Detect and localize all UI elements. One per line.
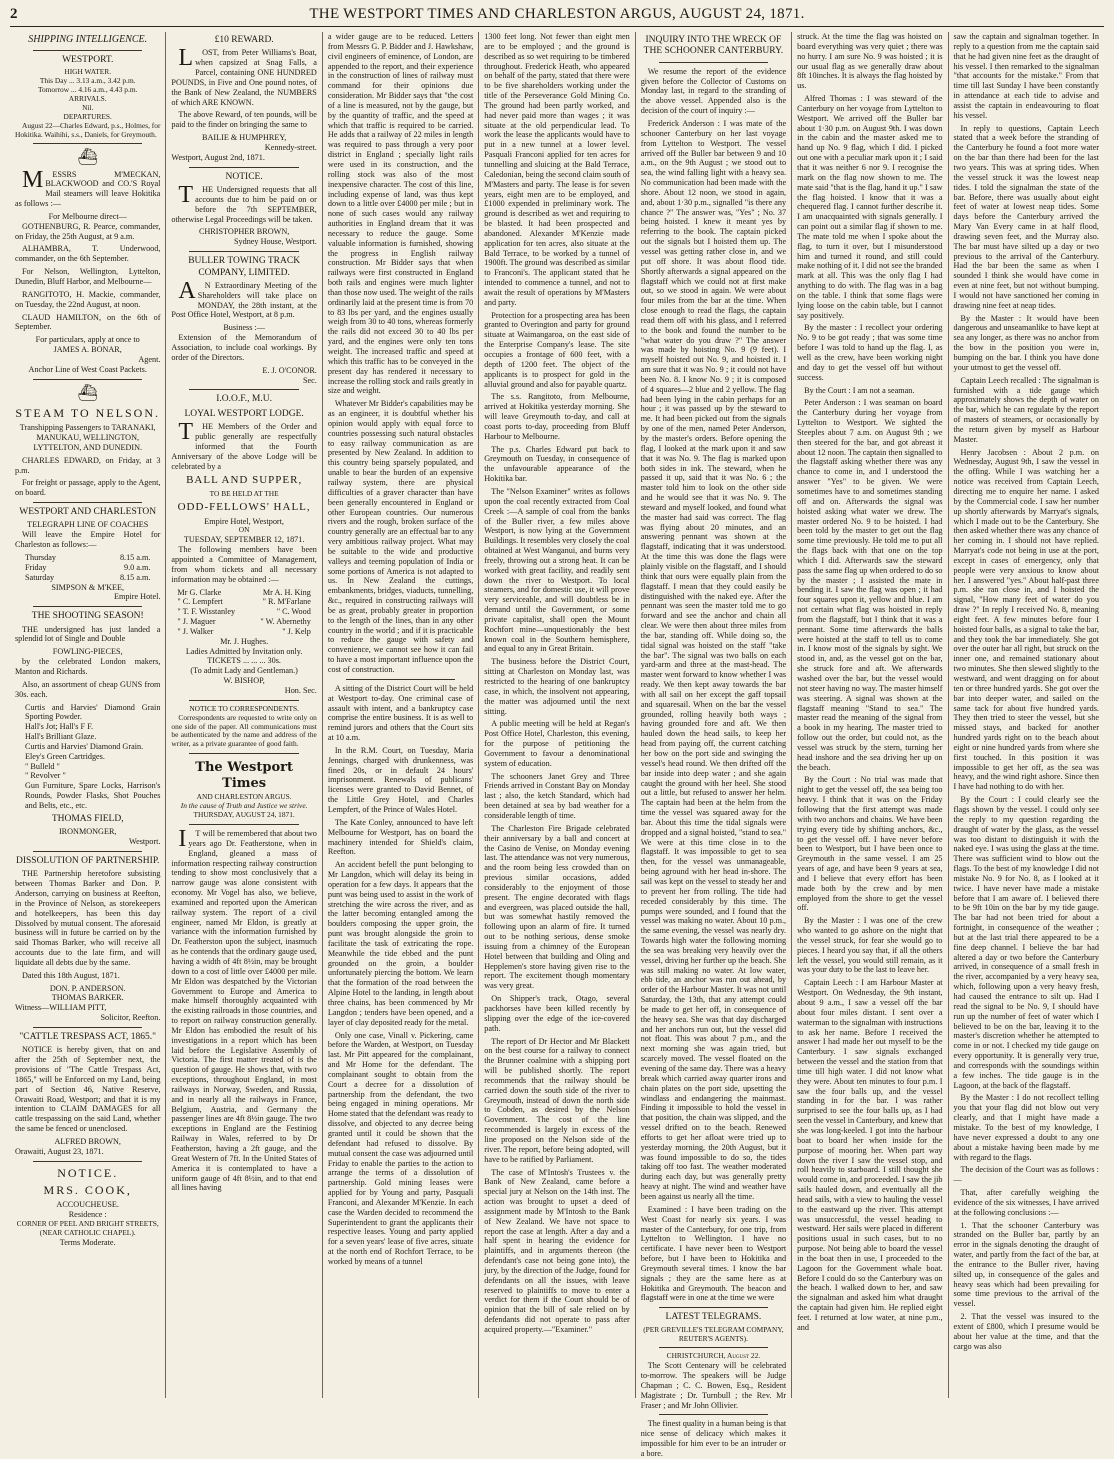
telegram-scott-centenary: The Scott Centenary will be celebrated to-morrow. The speakers will be Judge Chapman ; C. C. Bowen, Esq., Resident Magistrate ; Dr. Turnbull ; the Rev. Mr Fraser ; and Mr John Ollivier. [640, 1361, 787, 1410]
news-rm-court: In the R.M. Court, on Tuesday, Maria Jennings, charged with drunkenness, was fined 20s, or in default 24 hours' imprisonment. Renewals of publicans' licenses were granted to David Bennet, of the Little Grey Hotel, and Charles Lempfert, of the Prince of Wales Hotel. [327, 745, 474, 814]
inquiry-leech-continued: saw the captain and signalman together. In reply to a question from me the captain said that he had given nine feet as the draught of his vessel. I then remarked to the signalman "that accounts for the mistake." From that time till last Sunday I have been constantly in attendance at each tide to advise and assist the captain in endeavouring to float his vessel. [953, 32, 1099, 120]
page-number: 2 [10, 6, 18, 22]
residence-address: CORNER OF PEEL AND BRIGHT STREETS, [16, 1219, 159, 1229]
reward-date: Westport, August 2nd, 1871. [171, 152, 265, 162]
inquiry-title: INQUIRY INTO THE WRECK OF THE SCHOONER CANTERBURY. [643, 35, 784, 57]
shooting-text: THE undersigned has just landed a splendid lot of Single and Double [15, 624, 161, 644]
news-warden-court: Only one case, Vinall v. Pickering, came before the Warden, at Westport, on Tuesday last. Mr Pitt appeared for the complainant, and Mr Home for the defendant. The complainant sought to obtain from the Court a decree for a dissolution of partnership from the defendant, the two being engaged in mining operations. Mr Home stated that the defendant was ready to dissolve, and objected to any decree being granted until it could be shown that the defendant had refused to dissolve. By mutual consent the case was adjourned until Friday to enable the parties to the action to arrange the terms of a dissolution of partnership. Gold mining leases were applied for by Young and party, Pasquali Franconi, and Alexander M'Kenzie. In each case the Warden decided to recommend the Superintendent to grant the applicants their respective leases. Young and party applied for a seven years' lease of five acres, situate at the north end of Rochfort Terrace, to be worked by means of a tunnel [327, 1030, 474, 1266]
melbourne-direct: For Melbourne direct— [48, 211, 127, 221]
inquiry-intro: We resume the report of the evidence given before the Collector of Customs on Monday last, in regard to the stranding of the above vessel. Appended also is the decision of the court of inquiry :— [640, 66, 787, 116]
dissolution-text: THE Partnership heretofore subsisting between Thomas Barker and Don. P. Anderson, carrying on business at Reefton, in the Province of Nelson, as storekeepers and hotelkeepers, has been this day Dissolved by mutual consent. The aforesaid business will in future be carried on by the said Thomas Barker, who will receive all accounts due to the late firm, and will liquidate all debts due by the same. [15, 869, 161, 967]
tickets-admit: (To admit Lady and Gentleman.) [190, 666, 298, 676]
inquiry-by-court: By the Court : I am not a seaman. [804, 385, 915, 395]
departures-heading: DEPARTURES. [63, 111, 112, 121]
news-charleston-court: The business before the District Court, sitting at Charleston on Monday last, was restricted to the hearing of one bankruptcy case, in which, the insolvent not appearing, the matter was adjourned until the next sitting. [484, 657, 630, 716]
list-item: Curtis and Harvies' Diamond Grain. [25, 741, 144, 751]
shooting-text-2: by the celebrated London makers, Manton and Richards. [15, 657, 161, 676]
particulars-note: For particulars, apply at once to [35, 335, 140, 345]
steamship-icon-2: ⛴ [77, 384, 98, 402]
column-7 [949, 32, 1104, 1398]
gothenburg-sailing: GOTHENBURG, R. Pearce, commander, on Friday, the 25th August, at 9 a.m. [15, 221, 161, 241]
alfred-brown-sig: ALFRED BROWN, [54, 1136, 121, 1146]
reward-signature-2: Kennedy-street. [264, 142, 317, 152]
cattle-trespass-title: "CATTLE TRESPASS ACT, 1865." [19, 1031, 157, 1042]
editorial-railway-gauge: IT will be remembered that about two years ago Dr. Featherstone, when in England, gleaned a mass of information respecting railway construction tending to show most conclusively that a narrow gauge was alone consistent with economy. Mr Vogel has also, we believe, examined and reported upon the American railway system. The report of a civil engineer, named Mr Eldon, is greatly at variance with the information furnished by Dr. Featherston upon the subject, inasmuch as he contends that the ordinary gauge used, having a width of 4ft 8½in, may be brought down to a cost of little over £4000 per mile. Mr Eldon was despatched by the Victorian Government to Europe and America to make himself thoroughly acquainted with the existing railroads in those countries, and to report on railway construction generally. Mr Eldon has embodied the result of his investigations in a report which has been laid before the Legislative Assembly of Victoria. The first matter treated of is the question of gauge. He shows that, with two exceptions, throughout England, in most railways in Norway, Sweden, and Russia, and in nearly all the railways in France, Belgium, Austria, and Germany the passenger lines are 4ft 8½in gauge. The two exceptions in England are the Festiniog Railway in Wales, referred to by Dr Featherston, having a 2ft gauge, and the Great Western of 7ft. In the United States of America it is contemplated to have a uniform gauge of 4ft 8½in, and to that end all lines having [171, 826, 317, 1193]
ladies-note: Ladies Admitted by Invitation only. [185, 646, 303, 656]
coach-advert-text: Will leave the Empire Hotel for Charleston as follows:— [15, 530, 161, 550]
oddfellows-hall: ODD-FELLOWS' HALL, [177, 501, 311, 514]
freight-note: For freight or passage, apply to the Agent, on board. [15, 478, 161, 498]
residence-label: Residence : [68, 1210, 107, 1220]
inquiry-by-master-3: By the Master : It would have been dangerous and unseamanlike to have kept at sea any longer, as there was no anchor from the bow in the position you were in, bumping on the bar. I think you have done your utmost to get the vessel off. [953, 313, 1099, 372]
list-item: " Revolver " [25, 771, 66, 781]
inquiry-decision-text: That, after carefully weighing the evidence of the six witnesses, I have arrived at the following conclusions :— [953, 1188, 1099, 1217]
news-fire-brigade: The Charleston Fire Brigade celebrated their anniversary by a ball and concert at the Casino de Venise, on Monday evening last. The attendance was not very numerous, and the room being less crowded than on previous similar occasions, added considerably to the enjoyment of those present. The engine decorated with flags and evergreen, was placed outside the hall, but was somewhat hastily removed the following upon an alarm of fire. It turned out to be nothing serious, dense smoke issuing from a chimney of the European Hotel between that building and Oling and Hepplemen's store having given rise to the report. The excitement though momentary was very great. [484, 823, 630, 991]
news-mintosh-case: The case of M'Intosh's Trustees v. the Bank of New Zealand, came before a special jury at Nelson on the 14th inst. The action was brought to upset a deed of assignment made by M'Intosh to the Bank of New Zealand. We have not space to report the case at length. After a day and a half spent in hearing the evidence for plaintiffs, and in arguments thereon (the defendant's case not being gone into), the jury, by the direction of the Judge, found for defendants on all the issues, with leave reserved to plaintiffs to move to enter a verdict for them if the Court should be of opinion that the bill of sale relied on by defendants did not operate to pass after acquired property.—"Examiner." [484, 1167, 630, 1334]
inquiry-finding-2: 2. That the vessel was insured to the extent of £800, which I presume would be about her value at the time, and that the cargo was also [953, 1312, 1099, 1351]
list-item: Hall's Brilliant Glaze. [25, 732, 97, 742]
mrs-cook-name: MRS. COOK, [43, 1183, 132, 1197]
notice-text: THE Undersigned requests that all accounts due to him be paid on or before the 7th SEPTEMBER, otherwise Legal Proceedings will be taken. [171, 182, 317, 224]
terms-note: Terms Moderate. [59, 1237, 116, 1247]
member-row: " J. Maguer " W. Abernethy [177, 617, 311, 627]
news-railway-report: The report of Dr Hector and Mr Blackett on the best course for a railway to connect the Brunner coalmine with a shipping port will be published shortly. The report recommends that the railway should be carried down the south side of the river to Greymouth, instead of down the north side to Cobden, as desired by the Nelson Government. The cost of the line recommended is largely in excess of the line proposed on the Nelson side of the river. The report, before being adopted, will have to be ratified by Parliament. [484, 1036, 630, 1164]
news-prospecting-area: Protection for a prospecting area has been granted to Overington and party for ground situate at Waimangaroa, on the east side of the Enterprise Company's lease. The site occupies a frontage of 600 feet, with a depth of 1200 feet. The object of the applicants is to prospect for gold in the alluvial ground and also for payable quartz. [484, 310, 630, 389]
coach-advert-sub: TELEGRAPH LINE OF COACHES [27, 520, 149, 530]
list-item: Hall's Jot; Hall's F F. [25, 722, 94, 732]
editorial-flag: The Westport Times [195, 760, 293, 791]
ball-date: TUESDAY, SEPTEMBER 12, 1871. [183, 535, 305, 545]
oddfellows-hall-2: Empire Hotel, Westport, [204, 516, 284, 526]
alhambra-sailing: ALHAMBRA, T. Underwood, commander, on the 6th September. [15, 244, 161, 264]
column-1 [10, 32, 166, 1398]
editorial-flag-sub: AND CHARLESTON ARGUS. [196, 792, 292, 802]
cattle-trespass-text: NOTICE is hereby given, that on and after the 25th of September next, the provisions of "The Cattle Trespass Act, 1865," will be Enforced on my Land, being part of Section 46, Native Reserve, Orawaiti Road, Westport; and that it is my intention to CLAIM DAMAGES for all cattle trespassing on the said Land, whether the same be fenced or unenclosed. [15, 1045, 161, 1134]
reward-title: £10 REWARD. [214, 35, 274, 45]
agent-title: Agent. [138, 354, 161, 364]
column-5 [636, 32, 792, 1459]
steam-to-nelson-title: STEAM TO NELSON. [15, 405, 160, 420]
list-item: Curtis and Harvies' Diamond Grain Sporting Powder. [25, 702, 161, 722]
port-heading: WESTPORT. [62, 55, 114, 65]
christopher-brown-sig: CHRISTOPHER BROWN, [198, 227, 290, 237]
list-item: " Bulleld " [25, 761, 60, 771]
inquiry-by-master-4: By the Master : I do not recollect telling you that your flag did not blow out very clearly, and that I might have made a mistake. To the best of my knowledge, I have never expressed a doubt to any one about a mistake having been made by me with regard to the flags. [953, 1093, 1099, 1162]
high-water-heading: HIGH WATER. [64, 67, 112, 77]
dissolution-title: DISSOLUTION OF PARTNERSHIP. [15, 855, 160, 866]
on-label: ON [238, 525, 250, 535]
buller-towing-sig: E. J. O'CONOR. [262, 365, 317, 375]
powder-list [25, 703, 160, 811]
inquiry-decision-intro: The decision of the Court was as follows :— [953, 1165, 1099, 1185]
column-3 [323, 32, 479, 1398]
fowling-pieces: FOWLING-PIECES, [52, 647, 123, 657]
inquiry-by-court-3: By the Court : I could clearly see the flags shown by the vessel. I could only see the reply to my question regarding the draught of water by the glass, as the vessel was too distant to distinguish it with the naked eye. I was using the glass at the time. There was sufficient wind to blow out the flags. To the best of my knowledge I did not mistake No. 9 for No. 8, as I looked at it twice. I have never have made a mistake before that I am aware of. I believed there to be 9ft 10in on the bar by my tide gauge. The bar had not been tried for about a fortnight, in consequence of the weather ; but at the last trial there appeared to be a fine deep channel. I believe the bar had altered a day or two before the Canterbury arrived, in consequence of a small fresh in the river, accompanied by a very heavy sea, which, following upon a very heavy fresh, had caused the entrance to silt up. Had I read the signal to be No. 9, I should have run up the number of feet of water which I believed to be on the bar, leaving it to the master's discretion whether he attempted to come in or not. I checked my tide gauge on every opportunity. It is generally very true, and corresponds with the soundings within a few inches. The tide gauge is in the Lagoon, at the back of the flagstaff. [953, 795, 1099, 1090]
coach-signature: SIMPSON & M'KEE, [51, 582, 125, 592]
inquiry-by-master: By the master : I recollect your ordering No. 9 to be got ready ; that was some time before I was told to hand up the flag. I, as well as the crew, have been working night and day to get the vessel off but without success. [797, 323, 943, 382]
timetable-row: Saturday 8.15 a.m. [25, 572, 151, 582]
coach-advert-title: WESTPORT AND CHARLESTON [19, 507, 157, 518]
business-label: Business :— [223, 323, 265, 333]
lodge-text: THE Members of the Order and public generally are respectfully informed that the Fourth Anniversary of the above Lodge will be celebrated by a [171, 419, 317, 471]
business-text: Extension of the Memorandum of Association, to include coal workings. By order of the Directors. [171, 333, 317, 362]
inquiry-finding-1: 1. That the schooner Canterbury was stranded on the Buller bar, partly by an error in the signals denoting the draught of water, and partly from the fact of the bar, at the entrance to the Buller river, having silted up, in consequence of the gales and heavy seas which had been prevailing for some time previous to the arrival of the vessel. [953, 1220, 1099, 1309]
bishop-sig-2: Hon. Sec. [284, 685, 317, 695]
column-2 [166, 32, 322, 1398]
news-warden-continued: 1300 feet long. Not fewer than eight men are to be employed ; and the ground is described as so wet requiring to be timbered throughout. Frederick Heath, who appeared on behalf of the party, stated that there were to be five shareholders working under the title of the Perseverance Gold Mining Co. The ground had been partly worked, and had never paid more than wages ; it was situate at the old perpendicular lead. To work the lease the applicants would have to put in a new tunnel at a lower level. Pasquali Franconi applied for ten acres for tunnelling and sluicing at the Bald Terrace, Caledonian, being the second claim south of M'Masters and party. The lease is for seven years, eight men are to be employed, and £1000 expended in preliminary work. The ground is described as wet and requiring to be blasted. It had been prospected and abandoned. Alexander M'Kenzie made application for ten acres, also situate at the Bald Terrace, to be worked by a tunnel of 1900ft. The ground was described as similar to Franconi's. The applicant stated that he intended to commence a tunnel, and not to await the result of operations by M'Masters and party. [484, 32, 630, 307]
telegrams-title: LATEST TELEGRAMS. [665, 1312, 762, 1323]
editorial-date: THURSDAY, AUGUST 24, 1871. [193, 810, 295, 820]
news-shippers-track: On Shipper's track, Otago, several packhorses have been killed recently by slipping over the edge of the ice-covered path. [484, 994, 630, 1033]
dissolution-sig-1: DON. P. ANDERSON. [49, 983, 126, 993]
news-charles-edward: The p.s. Charles Edward put back to Greymouth on Tuesday, in consequence of the unfavourable appearance of the Hokitika bar. [484, 444, 630, 484]
inquiry-anderson-evidence: Frederick Anderson : I was mate of the schooner Canterbury on her last voyage from Lyttelton to Westport. The vessel arrived off the Buller bar between 9 and 10 a.m., on the 9th August ; we stood out to sea, the wind falling light with a heavy sea. No communication had been made with the shore. About 12 noon, we stood in again, and, about 1·30 p.m., signalled "is there any chance ?" The answer was, "Yes" ; No. 37 being hoisted. I knew it meant yes by referring to the book. The captain picked out the signals but I hoisted them up. The vessel was getting rather close in, and we put off shore. It was about flood tide. Shortly afterwards a signal appeared on the flagstaff which we could not at first make out, so we stood in again. We were about four miles from the bar at the time. When close enough to read the flags, the captain read them off with his glass, and I referred to the book and found the number to be "what water do you draw ?" The answer was made by hoisting No. 9 (9 feet). I myself hoisted out No. 9, and hoisted it. I am sure that it was No. 9 ; it could not have been No. 8. I know No. 9 ; it is composed of 4 squares—2 blue and 2 yellow. The flag had been lying in the cabin perhaps for an hour ; it was passed up by the steward to me. It had been picked out from the signals by one of the men, named Peter Anderson, by the master's orders. Before opening the flag, I looked at the mark upon it and saw that it was No. 9. The flag is marked upon both sides in ink. The steward, when he passed it up, said that it was No. 6 ; the master told him to look on the other side and he would see that it was No. 9. The steward and myself looked, and found what the master had said was correct. The flag was flying about 20 minutes, and an answering pennant was shown at the flagstaff, indicating that it was understood. At the time this was done the flags were plainly visible on the flagstaff, and I should think that ours were equally plain from the flagstaff. I mean that they could easily be distinguished with the naked eye. After the pennant was seen the master told me to go forward and see the anchor and chain all clear. We were then about three miles from the bar, standing off. While doing so, the tidal signal was hoisted on the staff "take the bar". The signal was two balls on each yard-arm and three at the mast-head. The master went forward to know whether I was ready. We then kept away towards the bar with all sail on her except the gaff topsail and squaresail. When on the bar the vessel grounded, rolling heavily both ways ; having grounded fore and aft. We then hauled down the head sails, to keep her head from paying off, the current catching her bow on the port side and swinging the vessel's head round. We then drifted off the bar inside into deep water ; and she again caught the ground with her heel. She stood out a little, but refused to answer her helm. The captain had been at the helm from the time the vessel was squared away for the bar. About this time the tidal signals were dropped and a signal hoisted, "stand to sea." We were at this time close in to the flagstaff. It was impossible to get to sea then, for the vessel was unmanageable, being aground with her head in-shore. The sail was kept on the vessel to steady her and to prevent her from rolling. The tide had receded considerably by this time. The pumps were sounded, and I found that the vessel was making no water. About 10 p.m., the same evening, the vessel was nearly dry. Towards high water the following morning the sea was breaking very heavily over the vessel, driving her further up the beach. She was still making no water. At low water, ebb tide, an anchor was run out ahead, by order of the Harbour Master. It was not until Saturday, the 13th, that any attempt could be made to get her off, in consequence of the heavy sea. She was that day discharged and her anchors run out, but the vessel did not float. This was about 7 p.m., and the next morning she was again tried, but scarcely moved. The vessel floated on the evening of the same day. There was a heavy break which carried away quarter irons and chain plates on the port side, upsetting the windlass and endangering the mainmast. Finding it impossible to hold the vessel in that position, the chain was slipped, and the vessel drifted on to the beach. Renewed efforts to get her afloat were tried up to yesterday morning, the 20th August, but it was found impossible to do so, the tides taking off too fast. The weather moderated during each day, but was generally pretty heavy at night. The wind and weather have been against us nearly all the time. [640, 119, 787, 1201]
dissolution-witness-2: Solicitor, Reefton. [100, 1013, 161, 1023]
high-water-line-2: Tomorrow ... 4.16 a.m., 4.43 p.m. [37, 85, 138, 95]
shooting-text-3: Also, an assortment of cheap GUNS from 30s. each. [15, 679, 161, 699]
inquiry-thomas-evidence: Alfred Thomas : I was steward of the Canterbury on her voyage from Lyttelton to Westport. We arrived off the Buller bar about 1·30 p.m. on August 9th. I was down in the cabin and the master asked me to hand up No. 9 flag, which I did. I picked out one with a peculiar mark upon it ; I said that it was neither 6 nor 9. I recognise the mark on the flag now shown to me. The mate said "that is the flag, hand it up." I saw the flag hoisted. I know that it was a chequered flag. I cannot further describe it. I am unacquainted with signals generally. I can point out a similar flag if shown to me. The mate told me when I spoke about the flag, to turn it over, but I misunderstood him and turned it round, and still could make nothing of it. I did not see the branded mark at all. This was the only flag I had anything to do with. The flag was in a bag on the table. I think that some flags were lying loose on the cabin table, but I cannot say positively. [797, 94, 943, 320]
reward-text-2: The above Reward, of ten pounds, will be paid to the finder on bringing the same to [171, 110, 317, 130]
inquiry-by-court-2: By the Court : No trial was made that night to get the vessel off, the sea being too heavy. I think that it was on the Friday following that the first attempt was made with two anchors and chains. We have been trying every tide by shifting anchors, &c., to get the vessel off. I have never before been to Westport, but I have been once to Greymouth in the same vessel. I am 25 years of age, and have been 9 years at sea, and I believe that every effort has been made both by the crew and by men employed from the shore to get the vessel off. [797, 775, 943, 913]
editorial-para-2: Whatever Mr Bidder's capabilities may be as an engineer, it is doubtful whether his opinion would apply with equal force to countries possessing such natural obstacles to easy railway communication as are presented by New Zealand. In addition to this country being sparsely populated, and unable to bear the burden of an expensive railway system, there are physical difficulties of a graver character than have been generally encountered in England or other European countries. Our numerous rivers and the rough, broken surface of the country generally are an effectual bar to any very ambitious railway project. What may be suitable to the wide and productive valleys and teeming population of India or some portions of America is not adapted to us. In New Zealand the cuttings, embankments, bridges, viaducts, tunnelling, &c., required in constructing railways will be as great, probably greater in proportion to the length of the lines, than in any other country in the world ; and if it is practicable to reduce the gauge with safety and convenience, we cannot see how it can fail to have a most important influence upon the cost of construction. [327, 399, 474, 674]
inquiry-captain-leech: Captain Leech : I am Harbour Master at Westport. On Wednesday, the 9th instant, about 9 a.m., I saw a vessel off the bar about four miles distant. I sent over a waterman to the signalman with instructions to ask her name. Before I received the answer I had made her out myself to be the Canterbury. I saw signals exchanged between the vessel and the station from that time till high water. I did not know what they were. About ten minutes to four p.m. I saw the four balls up, and the vessel standing in for the bar. I was rather surprised to see the four balls up, as I had seen the vessel in Canterbury, and knew that she was long-keeled. I got into the harbour boat to board her when inside for the purpose of mooring her. When part way down the river I saw the vessel stop, and roll heavily to starboard. I still thought she would come in, and proceeded. I saw the jib sails hauled down, and eventually all the head sails, with a view to hauling the vessel to the eastward up the river. This attempt was unsuccessful, the vessel heading to westward. Her sails were placed in different positions usual in such cases, but to no purpose. Not being able to board the vessel in the boat then in use, I proceeded to the Lagoon for the Government whale boat. Before I could do so the Canterbury was on the beach. I walked down to her, and saw the signalman and asked him what draught the captain had given him. He replied eight feet. I returned at low water, at nine p.m., and [797, 978, 943, 1332]
masthead [10, 6, 1104, 27]
news-schooners: The schooners Janet Grey and Three Friends arrived in Constant Bay on Monday last ; also, the ketch Standard, which had been detained at sea by bad weather for a considerable length of time. [484, 771, 630, 820]
mmeckan-advert: MESSRS M'MECKAN, BLACKWOOD and CO.'S Royal Mail steamers will leave Hokitika as follows :— [15, 166, 161, 209]
anchor-line: Anchor Line of West Coast Packets. [28, 364, 147, 374]
notice-title: NOTICE. [57, 1165, 119, 1180]
buller-towing-sig-2: Sec. [302, 375, 317, 385]
editorial-motto: In the cause of Truth and Justice we strive. [180, 801, 308, 811]
member-row: " J. Walker " J. Kelp [177, 626, 311, 636]
reward-text: LOST, from Peter Williams's Boat, when capsized at Snag Falls, a Parcel, containing ONE HUNDRED POUNDS, in Five and One pound notes, of the Bank of New Zealand, the NUMBERS of which ARE KNOWN. [171, 45, 317, 107]
filler-delicacy: The finest quality in a human being is that nice sense of delicacy which makes it impossible for him ever to be an intruder or a bore. [640, 1419, 787, 1459]
news-public-meeting: A public meeting will be held at Regan's Post Office Hotel, Charleston, this evening, for the purpose of petitioning the Government to favour a denominational system of education. [484, 719, 630, 768]
inquiry-examined: Examined : I have been trading on the West Coast for nearly six years. I was master of the Canterbury, for one trip, from Lyttelton to Wellington. I have no certificate. I have never been to Westport before, but I have been to Hokitika and Greymouth several times. I know the bar signals ; they are the same here as at Hokitika and Greymouth. The beacon and flagstaff were in one at the time we were [640, 1204, 787, 1303]
news-district-court: A sitting of the District Court will be held at Westport to-day. One criminal case of assault with intent, and a bankruptcy case comprise the entire business. It is as well to remind jurors and others that the Court sits at 10 a.m. [327, 683, 474, 743]
inquiry-leech-questions: In reply to questions, Captain Leech stated that a week before the stranding of the Canterbury he found a foot more water on the bar than there had been for the last two years. This was at spring tides. When the vessel struck it was the lowest neap tides. I told the signalman the state of the bar. Before, there was usually about eight feet of water at lowest neap tides. Some days before the Canterbury arrived the Mary Van Every came in at half flood, drawing seven feet, and the Murray also. The bar must have silted up a day or two previous to the arrival of the Canterbury. Had the bar been the same as when I sounded I think she would have come in even at nine feet, but not without bumping. I would not have sanctioned her coming in drawing nine feet at neap tides. [953, 123, 1099, 310]
ball-and-supper: BALL AND SUPPER, [186, 474, 303, 487]
inquiry-continued: struck. At the time the flag was hoisted on board everything was very quiet ; there was no hurry. I am sure No. 9 was hoisted ; it is our usual flag as we generally draw about 8ft 10inches. It is always the flag hoisted by us. [797, 32, 943, 91]
thomas-field-place: Westport. [129, 837, 161, 847]
thomas-field-name: THOMAS FIELD, [51, 813, 124, 824]
page-columns [10, 32, 1104, 1459]
claud-hamilton-sailing: CLAUD HAMILTON, on the 6th of September. [15, 312, 161, 332]
departures-text: August 22—Charles Edward, p.s., Holmes, for Hokitika. Waihihi, s.s., Daniels, for Greymouth. [15, 120, 161, 139]
dissolution-witness: Witness—WILLIAM PITT, [15, 1003, 107, 1013]
timetable-row: Friday 9.0 a.m. [25, 562, 151, 572]
member-last: Mr. J. Hughes. [220, 636, 269, 646]
accoucheuse-title: ACCOUCHEUSE. [56, 1200, 119, 1210]
tickets-price: TICKETS ... ... ... 30s. [207, 656, 281, 666]
agent-name: JAMES A. BONAR, [53, 345, 122, 355]
list-item: Gun Furniture, Spare Locks, Harrison's Rounds, Powder Flasks, Shot Pouches and Belts, etc., etc. [25, 781, 161, 810]
arrivals-text: Nil. [82, 102, 94, 112]
timetable-row: Thursday 8.15 a.m. [25, 553, 151, 563]
charles-edward-sailing: CHARLES EDWARD, on Friday, at 3 p.m. [15, 455, 161, 475]
member-row: " T. F. Wisstanley " C. Wood [177, 607, 311, 617]
buller-towing-text: AN Extraordinary Meeting of the Shareholders will take place on MONDAY, the 28th instant, at the Post Office Hotel, Westport, at 8 p.m. [171, 277, 317, 320]
member-row: Mr G. Clarke Mr A. H. King [177, 587, 311, 597]
dissolution-date: Dated this 18th August, 1871. [22, 970, 120, 980]
arrivals-heading: ARRIVALS. [68, 94, 107, 104]
to-be-held: TO BE HELD AT THE [209, 488, 279, 498]
rangitoto-sailing: RANGITOTO, H. Mackie, commander, on Tuesday, the 22nd August, at noon. [15, 289, 161, 309]
inquiry-peter-anderson: Peter Anderson : I was seaman on board the Canterbury during her voyage from Lyttelton to Westport. We sighted the Steeples about 7 a.m. on August 9th ; we then steered for the bar, and got abreast it about 12 noon. The captain then signalled to the flagstaff asking whether there was any chance to come in, and I understood the answer "Yes" to be given. We were sometimes have to and sometimes standing off and on. Afterwards the signal was hoisted asking what water we drew. The master ordered No. 9 to be hoisted. I had been told by the master to get out the flag some time previously. He told me to put all the flags back with that one on the top which I did. Afterwards saw the steward pass the same flag up when ordered to do so by the master ; I assisted the mate in bending it. I saw the flag was open ; it had four squares upon it, yellow and blue. I am not certain what flag was hoisted in reply from the flagstaff, but I think that it was a pennant. Some time afterwards the balls were hoisted at the staff to tell us to come in. I know most of the signals by sight. We stood in, and, as the vessel got on the bar, she struck fore and aft. We afterwards washed over the bar, but the vessel would not steer having no way. The master himself was steering. A signal was shown at the flagstaff meaning "Stand to sea." The master read the meaning of the signal from a book in my hearing. The master tried to follow out the order, but could not, as the vessel was struck by the stern, turning her head inshore and the sea driving her up on the beach. [797, 398, 943, 772]
ironmonger-title: IRONMONGER, [58, 827, 117, 837]
steam-nelson-text: Transhipping Passengers to TARANAKI, MANUKAU, WELLINGTON, LYTTELTON, AND DUNEDIN. [19, 423, 156, 452]
shooting-season-title: THE SHOOTING SEASON! [31, 611, 144, 622]
coach-signature-place: Empire Hotel. [114, 592, 161, 602]
inquiry-leech-recalled: Captain Leech recalled : The signalman is furnished with a tide gauge which approximately shows the depth of water on the bar, which he can regulate by the report of masters of steamers, or occasionally by the return given by myself as Harbour Master. [953, 375, 1099, 444]
column-6 [792, 32, 948, 1398]
member-row: " C. Lempfert " R. M'Farlane [177, 597, 311, 607]
nelson-route: For Nelson, Wellington, Lyttelton, Dunedin, Bluff Harbor, and Melbourne— [15, 267, 161, 287]
telegrams-source: (PER GREVILLE'S TELEGRAM COMPANY, REUTER'S AGENTS). [643, 1324, 784, 1343]
high-water-line-1: This Day ... 3.13 a.m., 3.42 p.m. [39, 76, 136, 86]
ioof-title: I.O.O.F., M.U. [216, 394, 272, 405]
coach-timetable [15, 553, 160, 583]
newspaper-masthead-title: THE WESTPORT TIMES AND CHARLESTON ARGUS, AUGUST 24, 1871. [309, 6, 805, 22]
shipping-heading: SHIPPING INTELLIGENCE. [28, 34, 148, 45]
correspondents-text: Correspondents are requested to write only on one side of the paper. All communications must be authenticated by the name and address of the writer, as a private guarantee of good faith. [171, 712, 317, 749]
notice-heading: NOTICE. [225, 171, 263, 182]
dissolution-sig-2: THOMAS BARKER. [51, 993, 124, 1003]
steamship-icon: ⛴ [77, 149, 98, 167]
committee-text: The following members have been appointed a Committee of Management, from whom tickets and all necessary information may be obtained :— [171, 545, 317, 584]
inquiry-jacobsen: Henry Jacobsen : About 2 p.m. on Wednesday, August 9th, I saw the vessel in the offing. While I was watching her a notice was received from Captain Leech, directing me to enquire her name. I asked by the Commercial code. I saw her number up shortly afterwards by Marryat's signals, which I made out to be the Canterbury. She then asked whether there was any chance of her coming in. I should not have replied. Marryat's code not being in use at the port, except in cases of emergency, only that people were very anxious to know about her. I answered "yes." About half-past three p.m. she ran close in, and I hoisted the signal, "How many feet of water do you draw ?" In reply I received No. 8, meaning eight feet. A few minutes before four I hoisted four balls, as a signal to take the bar, and they took the bar immediately. She got over the outer bar all right, but struck on the inner one, and remained stationary about two minutes. She then slewed slightly to the westward, and went dragging on for about ten or three hundred yards. She got over the bar into deeper water, and sailed on the same tack for about five hundred yards. They then tried to steer the vessel, but she missed stays, and backed for another hundred yards right on to the beach about eight or nine hundred yards from where she first touched. In this position it was impossible to get her off, as the sea was heavy, and the wind right ashore. Since then I have had nothing to do with her. [953, 447, 1099, 792]
reward-signature: BAILIE & HUMPHREY, [202, 133, 287, 143]
christopher-brown-place: Sydney House, Westport. [233, 237, 317, 247]
buller-towing-title: BULLER TOWING TRACK COMPANY, LIMITED. [188, 256, 301, 278]
news-kate-conley: The Kate Conley, announced to have left Melbourne for Westport, has on board the machinery intended for Shield's claim, Reefton. [327, 817, 474, 857]
committee-members [171, 588, 316, 647]
news-punt-accident: An accident befell the punt belonging to Mr Langdon, which will delay its being in operation for a few days. It appears that the punt was being used to assist in the work of stretching the wire across the river, and as the latter becoming entangled among the boulders composing the upper groin, the punt was brought alongside the groin to facilitate the task of extricating the rope. Meanwhile the tide ebbed and the punt grounded on the groin, a boulder unfortunately piercing the bottom. We learn that the formation of the road between the Alpine Hotel to the landing, in length about three chains, has been commenced by Mr Langdon ; tenders have been opened, and a layer of clay deposited ready for the metal. [327, 860, 474, 1027]
list-item: Eley's Green Cartridges. [25, 751, 105, 761]
correspondents-title: NOTICE TO CORRESPONDENTS. [189, 703, 299, 713]
residence-address-2: (NEAR CATHOLIC CHAPEL). [39, 1227, 136, 1237]
news-coal-creek: The "Nelson Examiner" writes as follows upon the coal recently extracted from Coal Creek :—A sample of coal from the banks of the Buller river, a few miles above Westport, is now lying at the Government Buildings. It resembles very closely the coal obtained at West Wanganui, and burns very freely, throwing out a strong heat. It can be worked with great facility, and readily sent down the river to Westport. To local steamers, and for domestic use, it will prove very serviceable, and will doubtless be in demand until the Government, or some private capitalist, shall open the Mount Rochfort mine—unquestionably the best known coal in the Southern hemisphere, and equal to any in Great Britain. [484, 486, 630, 654]
lodge-title: LOYAL WESTPORT LODGE. [184, 408, 304, 419]
editorial-continued: a wider gauge are to be reduced. Letters from Messrs G. P. Bidder and J. Hawkshaw, civil engineers of eminence, of London, are appended to the report, and their experience in the construction of lines of railway must command for their opinions due consideration. Mr Bidder says that "the cost of a line is measured, not by the gauge, but by the quantity of traffic, and the speed at which that traffic is required to be carried. He adds that a railway of 22 miles in length was required to pass through a very poor district in England ; specially light rails were used in its construction, and the rolling stock was also of the most inexpensive character. The cost of this line, including expense of land, was thus kept down to a little over £4000 per mile ; but in none of such cases would any railway authorities in England dream that it was necessary to reduce the gauge. Some valuable information is furnished, showing the progress in English railway construction. Mr Bidder says that when railways were first constructed in England both rails and engines were much lighter than those now used. The weight of the rails ordinarily laid at the present time is from 70 to 83 lbs per yard, and the engines usually weigh from 30 to 40 tons, whereas formerly the rails did not exceed 30 to 40 lbs per yard, and the engines were only ten tons weight. The increased traffic and speed at which this traffic has to be conveyed in the present day has rendered it necessary to increase the rolling stock and rails greatly in size and weight. [327, 32, 474, 396]
telegram-place: CHRISTCHURCH, August 22. [666, 1351, 761, 1361]
bishop-sig: W. BISHOP, [223, 676, 265, 686]
alfred-brown-date: Orawaiti, August 23, 1871. [15, 1146, 104, 1156]
inquiry-by-master-2: By the Master : I was one of the crew who wanted to go ashore on the night that the vessel struck, for fear she would go to pieces. I heard you say that, if all the others left the vessel, you would still remain, as it was your duty to be the last to leave her. [797, 916, 943, 975]
column-4 [479, 32, 635, 1398]
news-rangitoto: The s.s. Rangitoto, from Melbourne, arrived at Hokitika yesterday morning. She will leave Greymouth to-day, and call at coast ports to-day, proceeding from Bluff Harbour to Melbourne. [484, 392, 630, 441]
